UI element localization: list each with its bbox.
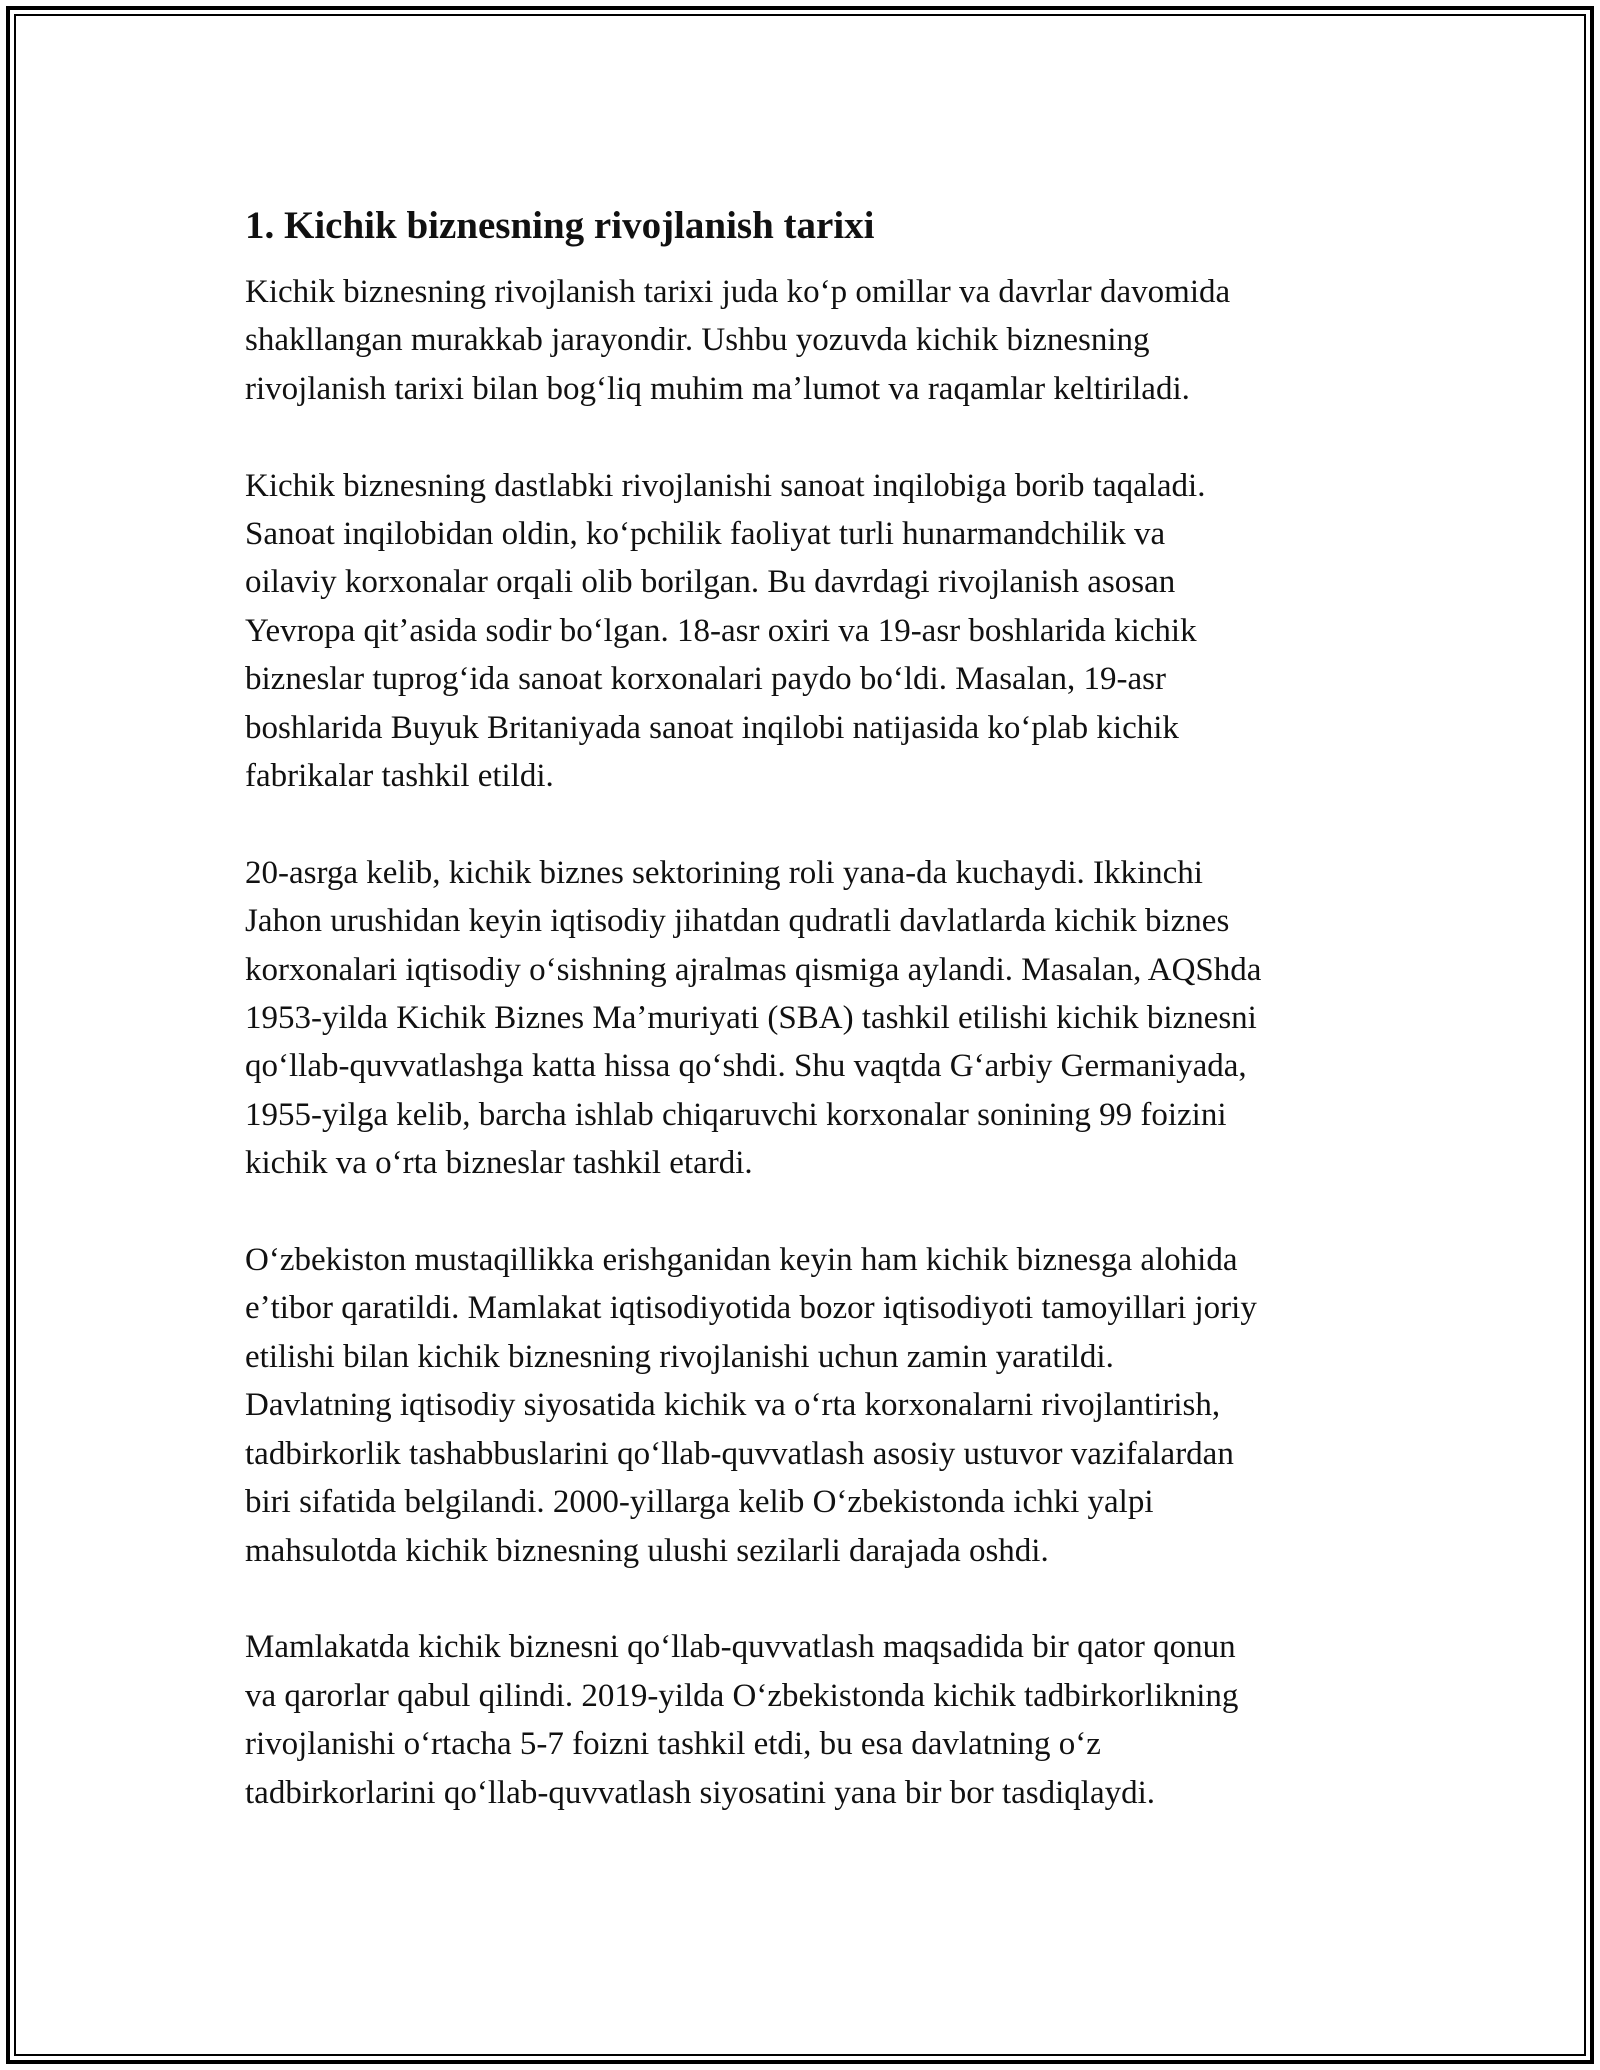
paragraph-line: Jahon urushidan keyin iqtisodiy jihatdan qudratli davlatlarda kichik biznes	[245, 903, 1230, 940]
paragraph-line: bizneslar tuprogʻida sanoat korxonalari paydo boʻldi. Masalan, 19-asr	[245, 661, 1166, 698]
paragraph-industrial-revolution	[245, 462, 1385, 801]
paragraph-line: tadbirkorlik tashabbuslarini qoʻllab-quvvatlash asosiy ustuvor vazifalardan	[245, 1435, 1234, 1472]
paragraph-uzbekistan-independence	[245, 1236, 1385, 1575]
paragraph-state-support	[245, 1623, 1385, 1817]
paragraph-line: mahsulotda kichik biznesning ulushi sezilarli darajada oshdi.	[245, 1532, 1049, 1569]
document-body	[245, 198, 1385, 1865]
paragraph-line: Yevropa qitʼasida sodir boʻlgan. 18-asr oxiri va 19-asr boshlarida kichik	[245, 612, 1197, 649]
paragraph-line: oilaviy korxonalar orqali olib borilgan. Bu davrdagi rivojlanish asosan	[245, 564, 1176, 601]
paragraph-20th-century	[245, 849, 1385, 1188]
paragraph-line: korxonalari iqtisodiy oʻsishning ajralmas qismiga aylandi. Masalan, AQShda	[245, 951, 1262, 988]
section-heading: 1. Kichik biznesning rivojlanish tarixi	[245, 204, 875, 247]
paragraph-line: biri sifatida belgilandi. 2000-yillarga kelib Oʻzbekistonda ichki yalpi	[245, 1484, 1154, 1521]
page-frame	[6, 6, 1594, 2064]
paragraph-line: qoʻllab-quvvatlashga katta hissa qoʻshdi. Shu vaqtda Gʻarbiy Germaniyada,	[245, 1048, 1247, 1085]
paragraph-line: kichik va oʻrta bizneslar tashkil etardi.	[245, 1145, 753, 1182]
paragraph-line: tadbirkorlarini qoʻllab-quvvatlash siyosatini yana bir bor tasdiqlaydi.	[245, 1774, 1156, 1811]
paragraph-line: fabrikalar tashkil etildi.	[245, 758, 554, 795]
paragraph-line: Sanoat inqilobidan oldin, koʻpchilik faoliyat turli hunarmandchilik va	[245, 516, 1166, 553]
paragraph-line: rivojlanish tarixi bilan bogʻliq muhim maʼlumot va raqamlar keltiriladi.	[245, 370, 1190, 407]
paragraph-line: rivojlanishi oʻrtacha 5-7 foizni tashkil etdi, bu esa davlatning oʻz	[245, 1726, 1101, 1763]
paragraph-line: etilishi bilan kichik biznesning rivojlanishi uchun zamin yaratildi.	[245, 1338, 1114, 1375]
paragraph-line: Mamlakatda kichik biznesni qoʻllab-quvvatlash maqsadida bir qator qonun	[245, 1629, 1236, 1666]
paragraph-line: Kichik biznesning dastlabki rivojlanishi sanoat inqilobiga borib taqaladi.	[245, 467, 1206, 504]
paragraph-line: 1953-yilda Kichik Biznes Maʼmuriyati (SBA) tashkil etilishi kichik biznesni	[245, 1000, 1257, 1037]
paragraph-line: va qarorlar qabul qilindi. 2019-yilda Oʻzbekistonda kichik tadbirkorlikning	[245, 1677, 1239, 1714]
paragraph-line: boshlarida Buyuk Britaniyada sanoat inqilobi natijasida koʻplab kichik	[245, 709, 1179, 746]
paragraph-line: Davlatning iqtisodiy siyosatida kichik va oʻrta korxonalarni rivojlantirish,	[245, 1387, 1221, 1424]
paragraph-line: Kichik biznesning rivojlanish tarixi juda koʻp omillar va davrlar davomida	[245, 274, 1231, 310]
paragraph-line: shakllangan murakkab jarayondir. Ushbu yozuvda kichik biznesning	[245, 322, 1150, 359]
paragraph-line: Oʻzbekiston mustaqillikka erishganidan keyin ham kichik biznesga alohida	[245, 1242, 1238, 1279]
paragraph-line: 20-asrga kelib, kichik biznes sektorining roli yana-da kuchaydi. Ikkinchi	[245, 854, 1203, 891]
paragraph-intro	[245, 268, 1385, 413]
paragraph-line: 1955-yilga kelib, barcha ishlab chiqaruvchi korxonalar sonining 99 foizini	[245, 1096, 1227, 1133]
paragraph-line: eʼtibor qaratildi. Mamlakat iqtisodiyotida bozor iqtisodiyoti tamoyillari joriy	[245, 1290, 1257, 1327]
